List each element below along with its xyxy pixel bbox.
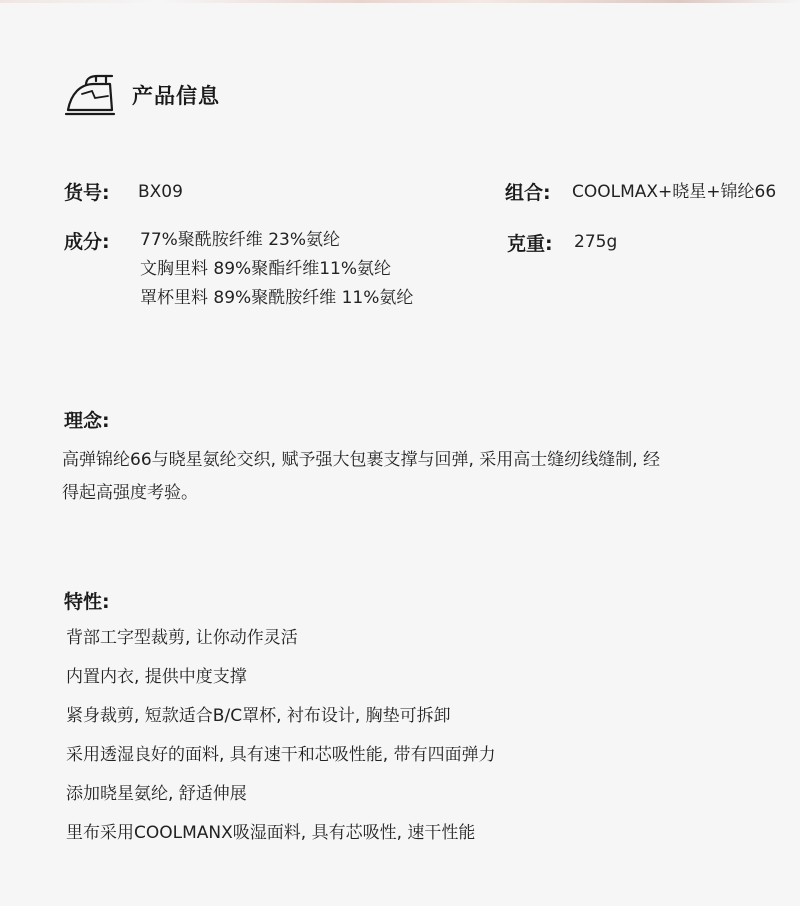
- composition-line: 罩杯里料 89%聚酰胺纤维 11%氨纶: [140, 288, 414, 308]
- features-list: [66, 625, 496, 859]
- item-no-value: BX09: [138, 182, 183, 202]
- feature-item: 添加晓星氨纶, 舒适伸展: [66, 784, 247, 804]
- concept-line: 得起高强度考验。: [62, 483, 198, 503]
- features-title: 特性:: [64, 591, 110, 613]
- page-title: 产品信息: [132, 84, 220, 108]
- composition-label: 成分:: [64, 231, 110, 253]
- section-header: [64, 72, 220, 118]
- composition-line: 77%聚酰胺纤维 23%氨纶: [140, 230, 340, 250]
- feature-item: 采用透湿良好的面料, 具有速干和芯吸性能, 带有四面弹力: [66, 745, 496, 765]
- top-edge-strip: [0, 0, 800, 3]
- combo-value: COOLMAX+晓星+锦纶66: [572, 182, 777, 202]
- feature-item: 紧身裁剪, 短款适合B/C罩杯, 衬布设计, 胸垫可拆卸: [66, 706, 451, 726]
- concept-text: [62, 444, 762, 510]
- feature-item: 内置内衣, 提供中度支撑: [66, 667, 247, 687]
- concept-line: 高弹锦纶66与晓星氨纶交织, 赋予强大包裹支撑与回弹, 采用高士缝纫线缝制, 经: [62, 450, 661, 470]
- composition-line: 文胸里料 89%聚酯纤维11%氨纶: [140, 259, 391, 279]
- combo-label: 组合:: [505, 182, 551, 204]
- item-no-label: 货号:: [64, 182, 110, 204]
- feature-item: 背部工字型裁剪, 让你动作灵活: [66, 628, 298, 648]
- feature-item: 里布采用COOLMANX吸湿面料, 具有芯吸性, 速干性能: [66, 823, 476, 843]
- concept-title: 理念:: [64, 410, 110, 432]
- weight-label: 克重:: [507, 233, 553, 255]
- iron-icon: [64, 72, 120, 118]
- weight-value: 275g: [574, 232, 618, 252]
